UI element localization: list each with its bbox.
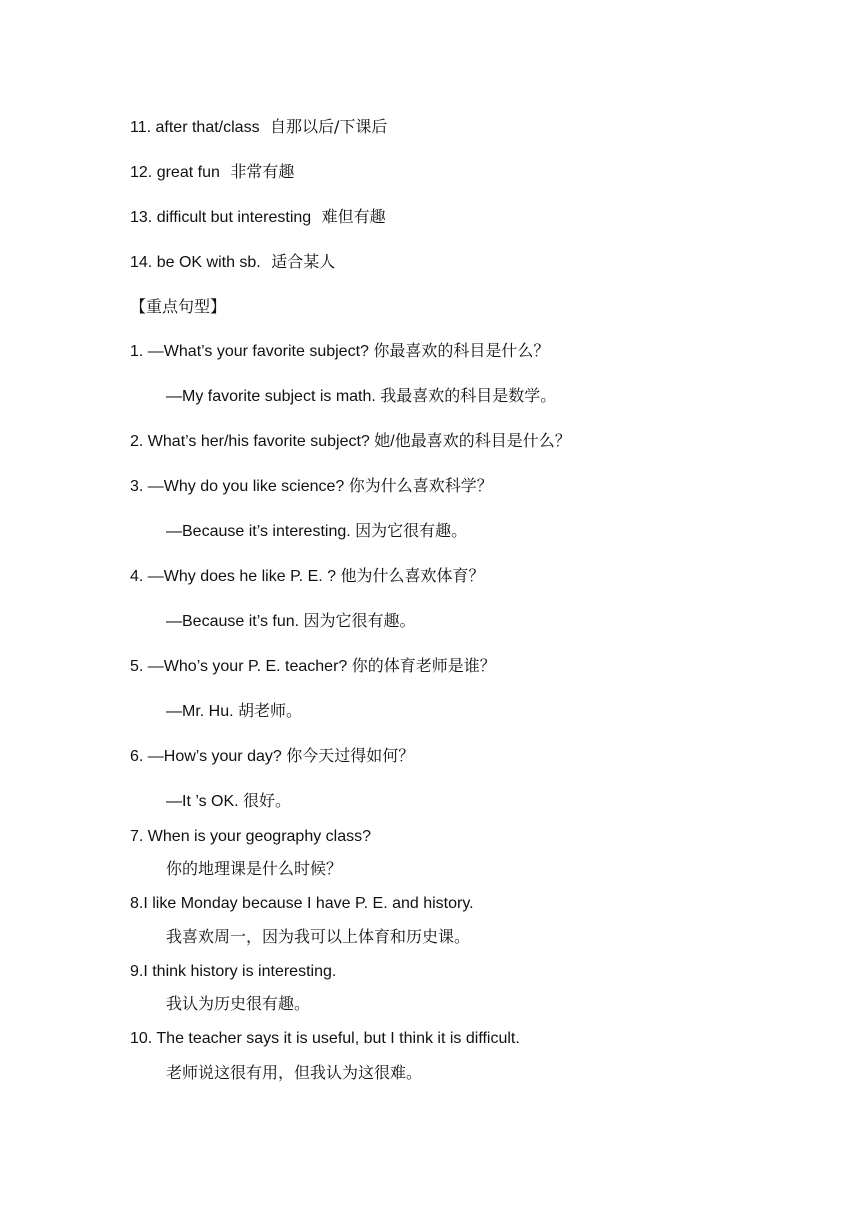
vocab-chinese: 适合某人 — [271, 252, 336, 271]
vocab-chinese: 难但有趣 — [321, 207, 386, 226]
vocab-item-11 — [130, 116, 387, 139]
vocab-english: great fun — [156, 164, 220, 181]
vocab-english: difficult but interesting — [156, 209, 312, 226]
vocab-chinese: 非常有趣 — [230, 162, 295, 181]
sentence-4-answer: —Because it’s fun. 因为它很有趣。 — [166, 613, 416, 630]
sentence-3-answer: —Because it’s interesting. 因为它很有趣。 — [166, 523, 468, 540]
sentence-4-question: 4. —Why does he like P. E. ? 他为什么喜欢体育？ — [130, 568, 485, 585]
sentence-8-english: 8.I like Monday because I have P. E. and history. — [130, 895, 474, 912]
sentence-1-question: 1. —What’s your favorite subject? 你最喜欢的科目是什么？ — [130, 343, 550, 360]
vocab-number: 12. — [130, 164, 153, 181]
vocab-number: 13. — [130, 209, 153, 226]
sentence-10-english: 10. The teacher says it is useful, but I think it is difficult. — [130, 1030, 520, 1047]
sentence-10-chinese: 老师说这很有用，但我认为这很难。 — [166, 1063, 423, 1082]
sentence-5-answer: —Mr. Hu. 胡老师。 — [166, 703, 303, 720]
vocab-english: after that/class — [155, 119, 260, 136]
section-heading: 【重点句型】 — [130, 297, 227, 316]
vocab-english: be OK with sb. — [156, 254, 261, 271]
vocab-chinese: 自那以后/下课后 — [270, 117, 388, 136]
sentence-5-question: 5. —Who’s your P. E. teacher? 你的体育老师是谁？ — [130, 658, 496, 675]
vocab-item-12 — [130, 161, 294, 184]
sentence-7-chinese: 你的地理课是什么时候？ — [166, 859, 343, 878]
sentence-6-answer: —It ’s OK. 很好。 — [166, 793, 292, 810]
sentence-6-question: 6. —How’s your day? 你今天过得如何？ — [130, 748, 415, 765]
sentence-9-chinese: 我认为历史很有趣。 — [166, 994, 311, 1013]
vocab-item-14 — [130, 251, 335, 274]
sentence-7-english: 7. When is your geography class? — [130, 828, 372, 845]
sentence-9-english: 9.I think history is interesting. — [130, 963, 337, 980]
vocab-number: 11. — [130, 119, 152, 136]
sentence-2: 2. What’s her/his favorite subject? 她/他最喜欢的科目是什么？ — [130, 433, 571, 450]
vocab-item-13 — [130, 206, 386, 229]
sentence-8-chinese: 我喜欢周一，因为我可以上体育和历史课。 — [166, 927, 471, 946]
sentence-1-answer: —My favorite subject is math. 我最喜欢的科目是数学。 — [166, 388, 557, 405]
vocab-number: 14. — [130, 254, 153, 271]
sentence-3-question: 3. —Why do you like science? 你为什么喜欢科学？ — [130, 478, 493, 495]
